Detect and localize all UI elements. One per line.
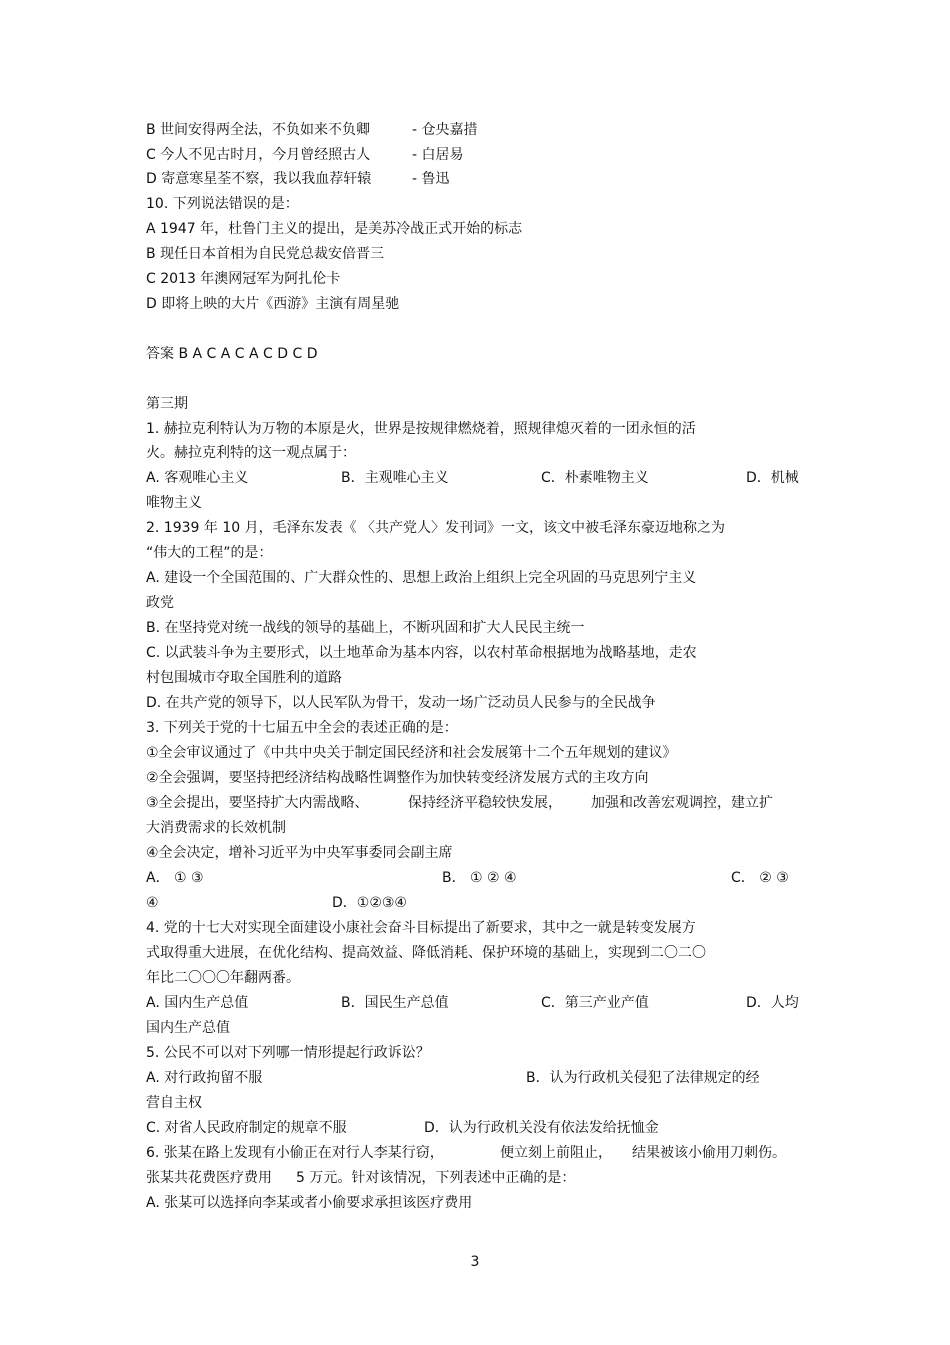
- q6-stem2-part2: 5 万元。针对该情况，下列表述中正确的是：: [296, 1170, 576, 1186]
- q2-option-c-line1: C. 以武装斗争为主要形式，以土地革命为基本内容，以农村革命根据地为战略基地，走农: [146, 645, 697, 661]
- poem-source: - 仓央嘉措: [412, 122, 478, 138]
- page-number: 3: [470, 1254, 480, 1270]
- q6-option-a: A. 张某可以选择向李某或者小偷要求承担该医疗费用: [146, 1195, 473, 1211]
- q1-option-d: D．机械: [746, 470, 799, 486]
- poem-line-c: [146, 146, 464, 164]
- q4-option-b: B．国民生产总值: [341, 995, 449, 1011]
- q6-stem-part2: 便立刻上前阻止，: [500, 1145, 612, 1161]
- q4-stem-line3: 年比二〇〇〇年翻两番。: [146, 970, 300, 986]
- q1-stem-line2: 火。赫拉克利特的这一观点属于：: [146, 445, 356, 461]
- q10-option-b: B 现任日本首相为自民党总裁安倍晋三: [146, 246, 385, 262]
- q6-stem2-part1: 张某共花费医疗费用: [146, 1170, 272, 1186]
- section-title: 第三期: [146, 396, 188, 412]
- q3-item-2: ②全会强调，要坚持把经济结构战略性调整作为加快转变经济发展方式的主攻方向: [146, 770, 649, 786]
- q2-option-a-line2: 政党: [146, 595, 174, 611]
- q3-option-b: B． ① ② ④: [442, 870, 517, 886]
- q5-option-a: A. 对行政拘留不服: [146, 1070, 263, 1086]
- q4-option-d-cont: 国内生产总值: [146, 1020, 230, 1036]
- poem-text: D 寄意寒星荃不察，我以我血荐轩辕: [146, 171, 372, 187]
- q4-option-c: C．第三产业产值: [541, 995, 649, 1011]
- q2-option-a-line1: A. 建设一个全国范围的、广大群众性的、思想上政治上组织上完全巩固的马克思列宁主义: [146, 570, 697, 586]
- poem-text: B 世间安得两全法，不负如来不负卿: [146, 122, 371, 138]
- q2-stem-line2: “伟大的工程”的是：: [146, 545, 273, 561]
- q6-stem-part1: 6. 张某在路上发现有小偷正在对行人李某行窃，: [146, 1145, 444, 1161]
- q6-stem-part3: 结果被该小偷用刀刺伤。: [632, 1145, 786, 1161]
- q5-option-b-cont: 营自主权: [146, 1095, 202, 1111]
- q1-option-b: B．主观唯心主义: [341, 470, 449, 486]
- q3-stem: 3. 下列关于党的十七届五中全会的表述正确的是：: [146, 720, 458, 736]
- q3-item-3-part1: ③全会提出，要坚持扩大内需战略、: [146, 795, 369, 811]
- q1-option-a: A. 客观唯心主义: [146, 470, 249, 486]
- poem-text: C 今人不见古时月，今月曾经照古人: [146, 147, 371, 163]
- q2-option-c-line2: 村包围城市夺取全国胜利的道路: [146, 670, 342, 686]
- q2-stem-line1: 2. 1939 年 10 月，毛泽东发表《 〈共产党人〉发刊词》一文，该文中被毛泽东豪迈地称之为: [146, 520, 726, 536]
- q10-option-d: D 即将上映的大片《西游》主演有周星驰: [146, 296, 400, 312]
- q4-option-a: A. 国内生产总值: [146, 995, 249, 1011]
- q3-option-c-cont: ④: [146, 895, 159, 911]
- q3-option-c: C． ② ③: [731, 870, 789, 886]
- q3-item-3-part3: 加强和改善宏观调控，建立扩: [591, 795, 773, 811]
- poem-line-d: [146, 170, 450, 188]
- q3-item-3-cont: 大消费需求的长效机制: [146, 820, 286, 836]
- q1-option-d-cont: 唯物主义: [146, 495, 202, 511]
- q4-stem-line2: 式取得重大进展，在优化结构、提高效益、降低消耗、保护环境的基础上，实现到二〇二〇: [146, 945, 706, 961]
- q10-option-a: A 1947 年，杜鲁门主义的提出，是美苏冷战正式开始的标志: [146, 221, 523, 237]
- q3-item-3-part2: 保持经济平稳较快发展，: [408, 795, 562, 811]
- q1-option-c: C．朴素唯物主义: [541, 470, 649, 486]
- q4-stem-line1: 4. 党的十七大对实现全面建设小康社会奋斗目标提出了新要求，其中之一就是转变发展方: [146, 920, 696, 936]
- answer-key: 答案 B A C A C A C D C D: [146, 346, 318, 362]
- q3-option-d: D．①②③④: [332, 895, 407, 911]
- q10-stem: 10. 下列说法错误的是：: [146, 196, 299, 212]
- q1-stem-line1: 1. 赫拉克利特认为万物的本原是火，世界是按规律燃烧着，照规律熄灭着的一团永恒的活: [146, 421, 696, 437]
- q4-option-d: D．人均: [746, 995, 799, 1011]
- q3-item-4: ④全会决定，增补习近平为中央军事委同会副主席: [146, 845, 453, 861]
- q5-stem: 5. 公民不可以对下列哪一情形提起行政诉讼？: [146, 1045, 430, 1061]
- q5-option-d: D．认为行政机关没有依法发给抚恤金: [424, 1120, 659, 1136]
- q2-option-d: D. 在共产党的领导下，以人民军队为骨干，发动一场广泛动员人民参与的全民战争: [146, 695, 656, 711]
- q5-option-c: C. 对省人民政府制定的规章不服: [146, 1120, 347, 1136]
- q10-option-c: C 2013 年澳网冠军为阿扎伦卡: [146, 271, 341, 287]
- poem-source: - 鲁迅: [412, 171, 450, 187]
- poem-line-b: [146, 121, 478, 139]
- poem-source: - 白居易: [412, 147, 464, 163]
- q3-item-1: ①全会审议通过了《中共中央关于制定国民经济和社会发展第十二个五年规划的建议》: [146, 745, 677, 761]
- q5-option-b: B．认为行政机关侵犯了法律规定的经: [526, 1070, 760, 1086]
- q2-option-b: B. 在坚持党对统一战线的领导的基础上，不断巩固和扩大人民民主统一: [146, 620, 585, 636]
- q3-option-a: A． ① ③: [146, 870, 204, 886]
